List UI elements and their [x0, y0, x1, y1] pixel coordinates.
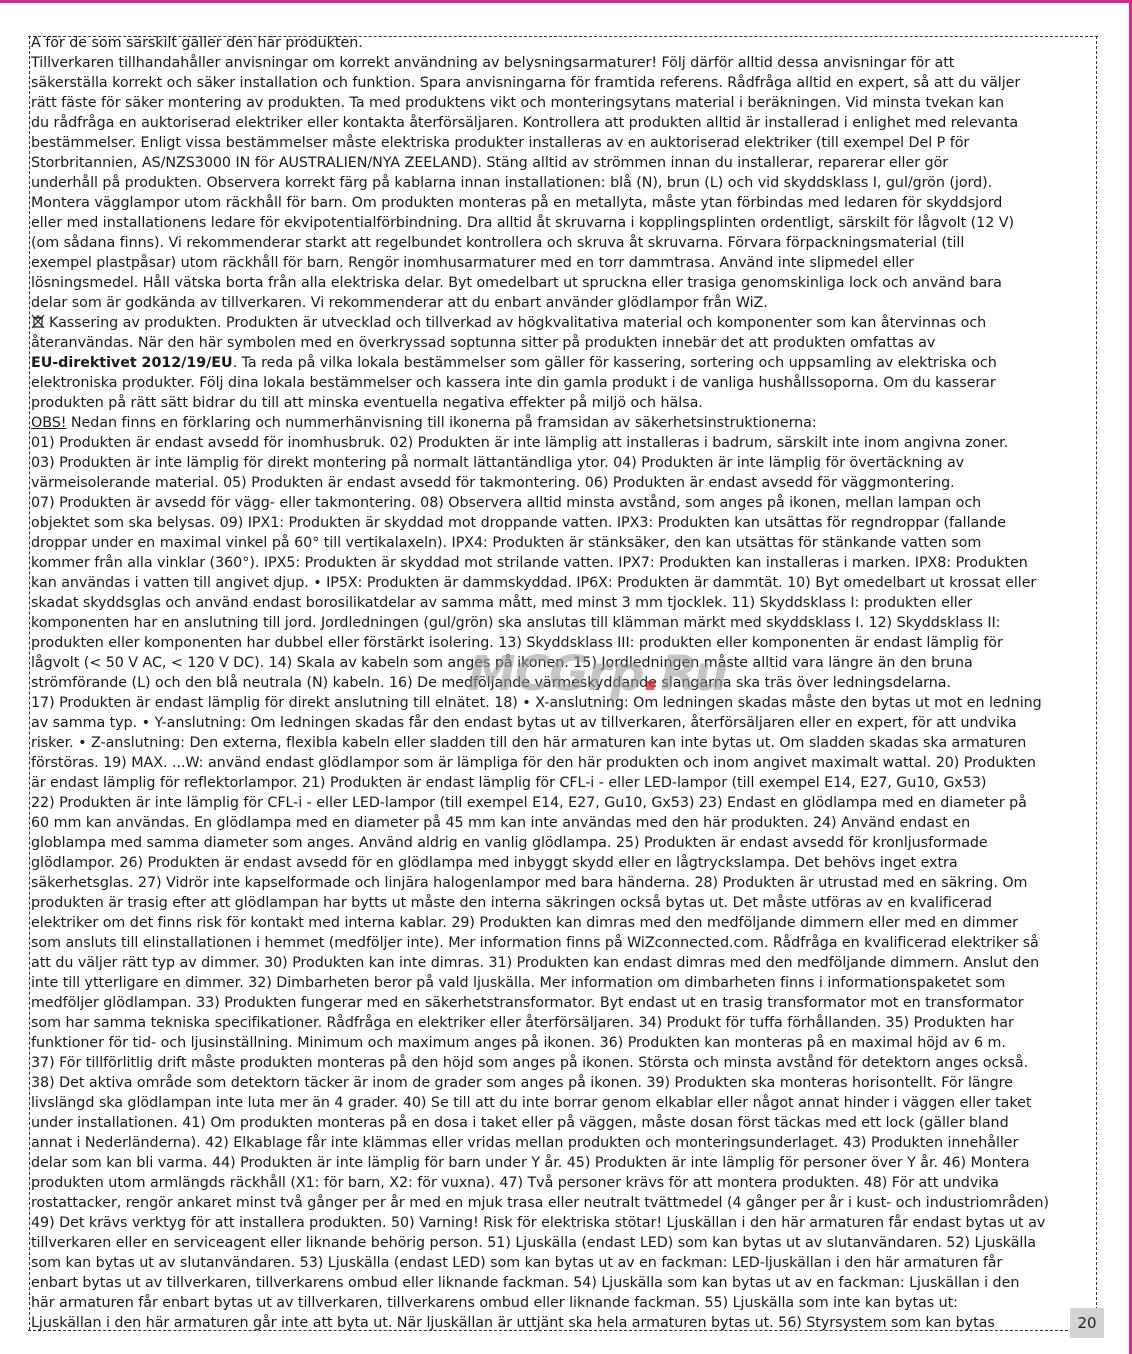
watermark: MCGrp.Ru: [468, 646, 728, 702]
eu-directive-reference: EU-direktivet 2012/19/EU: [31, 355, 233, 371]
general-safety-section: [31, 33, 1097, 313]
text-line: 60 mm kan användas. En glödlampa med en diameter på 45 mm kan inte användas med den här produkten. 24) Använd endast en: [31, 815, 971, 831]
text-line: medföljer glödlampan. 33) Produkten fungerar med en säkerhetstransformator. Byt endast ut en trasig transformator mot en transformator: [31, 995, 1024, 1011]
page-number: 20: [1070, 1308, 1104, 1338]
text-line: Tillverkaren tillhandahåller anvisningar om korrekt användning av belysningsarmaturer! Följ därför alltid dessa anvisningar för att: [31, 55, 955, 71]
text-line: skadat skyddsglas och använd endast borosilikatdelar av samma mått, med minst 3 mm tjocklek. 11) Skyddsklass I: produkten eller: [31, 595, 973, 611]
text-line: förstöras. 19) MAX. ...W: använd endast glödlampor som är lämpliga för den här produkten och inom angivet maximalt wattal. 20) Produkten: [31, 755, 1036, 771]
text-line: [31, 313, 1097, 333]
text-line: funktioner för tid- och ljusinställning. Minimum och maximum anges på ikonen. 36) Produkten kan monteras på en maximal höjd av 6 m.: [31, 1035, 1006, 1051]
text-line: av samma typ. • Y-anslutning: Om ledningen skadas får den endast bytas ut av tillverkaren, återförsäljaren eller en expert, för att undvika: [31, 715, 1017, 731]
text-line: exempel plastpåsar) utom räckhåll för barn. Rengör inomhusarmaturer med en torr dammtrasa. Använd inte slipmedel eller: [31, 255, 914, 271]
text-line: lågvolt (< 50 V AC, < 120 V DC). 14) Skala av kabeln som anges på ikonen. 15) Jordledningen måste alltid vara längre än den bruna: [31, 655, 973, 671]
text-line: underhåll på produkten. Observera korrekt färg på kablarna innan installationen: blå (N), brun (L) och vid skyddsklass I, gul/grön (jord).: [31, 175, 993, 191]
crossed-out-bin-icon: [31, 314, 45, 329]
text-line: som har samma tekniska specifikationer. Rådfråga en elektriker eller återförsäljaren. 34) Produkt för tuffa förhållanden. 35) Produkten har: [31, 1015, 1014, 1031]
text-line: rätt fäste för säker montering av produkten. Ta med produktens vikt och monteringsytans material i beräkningen. Vid minsta tvekan kan: [31, 95, 1005, 111]
text-line: värmeisolerande material. 05) Produkten är endast avsedd för takmontering. 06) Produkten är endast avsedd för väggmontering.: [31, 475, 955, 491]
text-line: produkten eller komponenten har dubbel eller förstärkt isolering. 13) Skyddsklass III: produkten eller komponenten är endast lämplig för: [31, 635, 1003, 651]
text-line: Storbritannien, AS/NZS3000 IN för AUSTRALIEN/NYA ZEELAND). Stäng alltid av strömmen innan du installerar, reparerar eller gör: [31, 155, 949, 171]
text-line: att du väljer rätt typ av dimmer. 30) Produkten kan inte dimras. 31) Produkten kan endast dimras med den medföljande dimmern. Anslut den: [31, 955, 1040, 971]
obs-intro-text: Nedan finns en förklaring och nummerhänvisning till ikonerna på framsidan av säkerhetsinstruktionerna:: [66, 415, 817, 431]
obs-label: OBS!: [31, 415, 67, 431]
text-line: kan användas i vatten till angivet djup. • IP5X: Produkten är dammskyddad. IP6X: Produkten är dammtät. 10) Byt omedelbart ut krossat eller: [31, 575, 1037, 591]
text-line: globlampa med samma diameter som anges. Använd aldrig en vanlig glödlampa. 25) Produkten är endast avsedd för kronljusformade: [31, 835, 988, 851]
text-line: under installationen. 41) Om produkten monteras på en dosa i taket eller på väggen, måste dosan först täckas med ett lock (gäller bland: [31, 1115, 1009, 1131]
text-line: 49) Det krävs verktyg för att installera produkten. 50) Varning! Risk för elektriska stötar! Ljuskällan i den här armaturen får endast bytas ut av: [31, 1215, 1046, 1231]
text-line: som ansluts till elinstallationen i hemmet (medföljer inte). Mer information finns på WiZconnected.com. Rådfråga en kvalificerad elektriker så: [31, 935, 1039, 951]
text-line: droppar under en maximal vinkel på 60° till vertikalaxeln). IPX4: Produkten är stänksäker, den kan utsättas för stänkande vatten som: [31, 535, 982, 551]
text-line: inte till ytterligare en dimmer. 32) Dimbarheten beror på vald ljuskälla. Mer information om dimbarheten finns i informationspaketet som: [31, 975, 1006, 991]
text-line: produkten är trasig efter att glödlampan har bytts ut måste den interna säkringen också bytas ut. Det måste utföras av en kvalificerad: [31, 895, 992, 911]
text-line: du rådfråga en auktoriserad elektriker eller kontakta återförsäljaren. Kontrollera att produkten alltid är installerad i enlighet med relevanta: [31, 115, 1019, 131]
text-line: lösningsmedel. Håll vätska borta från alla elektriska delar. Byt omedelbart ut spruckna eller trasiga genomskinliga lock och använd bara: [31, 275, 1002, 291]
text-line: säkerhetsglas. 27) Vidrör inte kapselformade och linjära halogenlampor med bara händerna. 28) Produkten är utrustad med en säkring. Om: [31, 875, 1028, 891]
text-line: livslängd ska glödlampan inte luta mer än 4 grader. 40) Se till att du inte borrar genom elkablar eller något annat hinder i väggen eller taket: [31, 1095, 1032, 1111]
disposal-section: [31, 313, 1097, 413]
text-line: 37) För tillförlitlig drift måste produkten monteras på den höjd som anges på ikonen. Största och minsta avstånd för detektorn anges också.: [31, 1055, 1029, 1071]
text-line: [31, 413, 1097, 433]
text-line: [31, 353, 1097, 373]
text-line: som kan bytas ut av slutanvändaren. 53) Ljuskälla (endast LED) som kan bytas ut av en fackman: LED-ljuskällan i den här armaturen får: [31, 1255, 1003, 1271]
text-line: 03) Produkten är inte lämplig för direkt montering på normalt lättantändliga ytor. 04) Produkten är inte lämplig för övertäckning av: [31, 455, 965, 471]
text-line: bestämmelser. Enligt vissa bestämmelser måste elektriska produkter installeras av en auktoriserad elektriker (till exempel Del P för: [31, 135, 970, 151]
top-accent-border: [0, 0, 1132, 3]
text-line: är endast lämplig för reflektorlampor. 21) Produkten är endast lämplig för CFL-i - eller LED-lampor (till exempel E14, E27, Gu10, Gx53): [31, 775, 987, 791]
text-line: enbart bytas ut av tillverkaren, tillverkarens ombud eller liknande fackman. 54) Ljuskälla som kan bytas ut av en fackman: Ljuskällan i den: [31, 1275, 1020, 1291]
text-line: A för de som särskilt gäller den här produkten.: [31, 35, 363, 51]
text-line: produkten utom armlängds räckhåll (X1: för barn, X2: för vuxna). 47) Två personer krävs för att montera produkten. 48) För att undvika: [31, 1175, 999, 1191]
text-line: annat i Nederländerna). 42) Elkablage får inte klämmas eller vridas mellan produkten och monteringsunderlaget. 43) Produkten innehåller: [31, 1135, 1019, 1151]
text-line: rostattacker, rengör ankaret minst två gånger per år med en mjuk trasa eller neutralt tvättmedel (4 gånger per år i kust- och industriområden): [31, 1195, 1049, 1211]
text-line: 17) Produkten är endast lämplig för direkt anslutning till elnätet. 18) • X-anslutning: Om ledningen skadas måste den bytas ut mot en ledning: [31, 695, 1042, 711]
text-line: delar som kan bli varma. 44) Produkten är inte lämplig för barn under Y år. 45) Produkten är inte lämplig för personer över Y år. 46) Montera: [31, 1155, 1030, 1171]
text-line: återanvändas. När den här symbolen med en överkryssad soptunna sitter på produkten innebär det att produkten omfattas av: [31, 335, 936, 351]
text-line: Ljuskällan i den här armaturen går inte att byta ut. När ljuskällan är uttjänt ska hela armaturen bytas ut. 56) Styrsystem som kan bytas: [31, 1315, 995, 1331]
dashed-frame-left: [29, 36, 30, 1330]
text-line: Montera vägglampor utom räckhåll för barn. Om produkten monteras på en metallyta, måste ytan förbindas med ledaren för skyddsjord: [31, 195, 1003, 211]
text-line: objektet som ska belysas. 09) IPX1: Produkten är skyddad mot droppande vatten. IPX3: Produkten kan utsättas för regndroppar (fallande: [31, 515, 1007, 531]
text-line: glödlampor. 26) Produkten är endast avsedd för en glödlampa med inbyggt skydd eller en lågtryckslampa. Det behövs inget extra: [31, 855, 958, 871]
text-line: elektroniska produkter. Följ dina lokala bestämmelser och kassera inte din gamla produkt i de vanliga hushållssoporna. Om du kasserar: [31, 375, 996, 391]
text-line: 38) Det aktiva område som detektorn täcker är inom de grader som anges på ikonen. 39) Produkten ska monteras horisontellt. För längre: [31, 1075, 1013, 1091]
text-line: säkerställa korrekt och säker installation och funktion. Spara anvisningarna för framtida referens. Rådfråga alltid en expert, så att du väljer: [31, 75, 1021, 91]
text-line: tillverkaren eller en serviceagent eller liknande behörig person. 51) Ljuskälla (endast LED) som kan bytas ut av slutanvändaren. 52) Ljuskälla: [31, 1235, 1036, 1251]
text-line: elektriker om det finns risk för kontakt med interna kablar. 29) Produkten kan dimras med den medföljande dimmern eller med en dimmer: [31, 915, 1018, 931]
text-line: här armaturen får enbart bytas ut av tillverkaren, tillverkarens ombud eller liknande fackman. 55) Ljuskälla som inte kan bytas ut:: [31, 1295, 958, 1311]
disposal-text: . Ta reda på vilka lokala bestämmelser som gäller för kassering, sortering och uppsamling av elektriska och: [232, 355, 997, 371]
text-line: kommer från alla vinklar (360°). IPX5: Produkten är skyddad mot strilande vatten. IPX7: Produkten kan installeras i marken. IPX8: Produkten: [31, 555, 1028, 571]
icon-explanation-section: [31, 413, 1097, 1333]
text-line: (om sådana finns). Vi rekommenderar starkt att regelbundet kontrollera och skruva åt skruvarna. Förvara förpackningsmaterial (till: [31, 235, 965, 251]
text-line: 22) Produkten är inte lämplig för CFL-i - eller LED-lampor (till exempel E14, E27, Gu10, Gx53) 23) Endast en glödlampa med en diameter på: [31, 795, 1027, 811]
text-line: strömförande (L) och den blå neutrala (N) kabeln. 16) De medföljande värmeskyddande slangarna ska träs över ledningsdelarna.: [31, 675, 951, 691]
text-line: produkten på rätt sätt bidrar du till att minska eventuella negativa effekter på miljö och hälsa.: [31, 395, 703, 411]
text-line: risker. • Z-anslutning: Den externa, flexibla kabeln eller sladden till den här armaturen kan inte bytas ut. Om sladden skadas ska armaturen: [31, 735, 1027, 751]
disposal-heading-text: Kassering av produkten. Produkten är utvecklad och tillverkad av högkvalitativa material och komponenter som kan återvinnas och: [49, 315, 987, 331]
text-line: delar som är godkända av tillverkaren. Vi rekommenderar att du enbart använder glödlampor från WiZ.: [31, 295, 768, 311]
text-line: 01) Produkten är endast avsedd för inomhusbruk. 02) Produkten är inte lämplig att installeras i badrum, särskilt inte inom angivna zoner.: [31, 435, 1009, 451]
text-line: komponenten har en anslutning till jord. Jordledningen (gul/grön) ska anslutas till klämman märkt med skyddsklass I. 12) Skyddsklass II:: [31, 615, 1001, 631]
text-line: 07) Produkten är avsedd för vägg- eller takmontering. 08) Observera alltid minsta avstånd, som anges på ikonen, mellan lampan och: [31, 495, 982, 511]
text-line: eller med installationens ledare för ekvipotentialförbindning. Dra alltid åt skruvarna i kopplingsplinten ordentligt, särskilt för lågvolt (12 V): [31, 215, 1014, 231]
